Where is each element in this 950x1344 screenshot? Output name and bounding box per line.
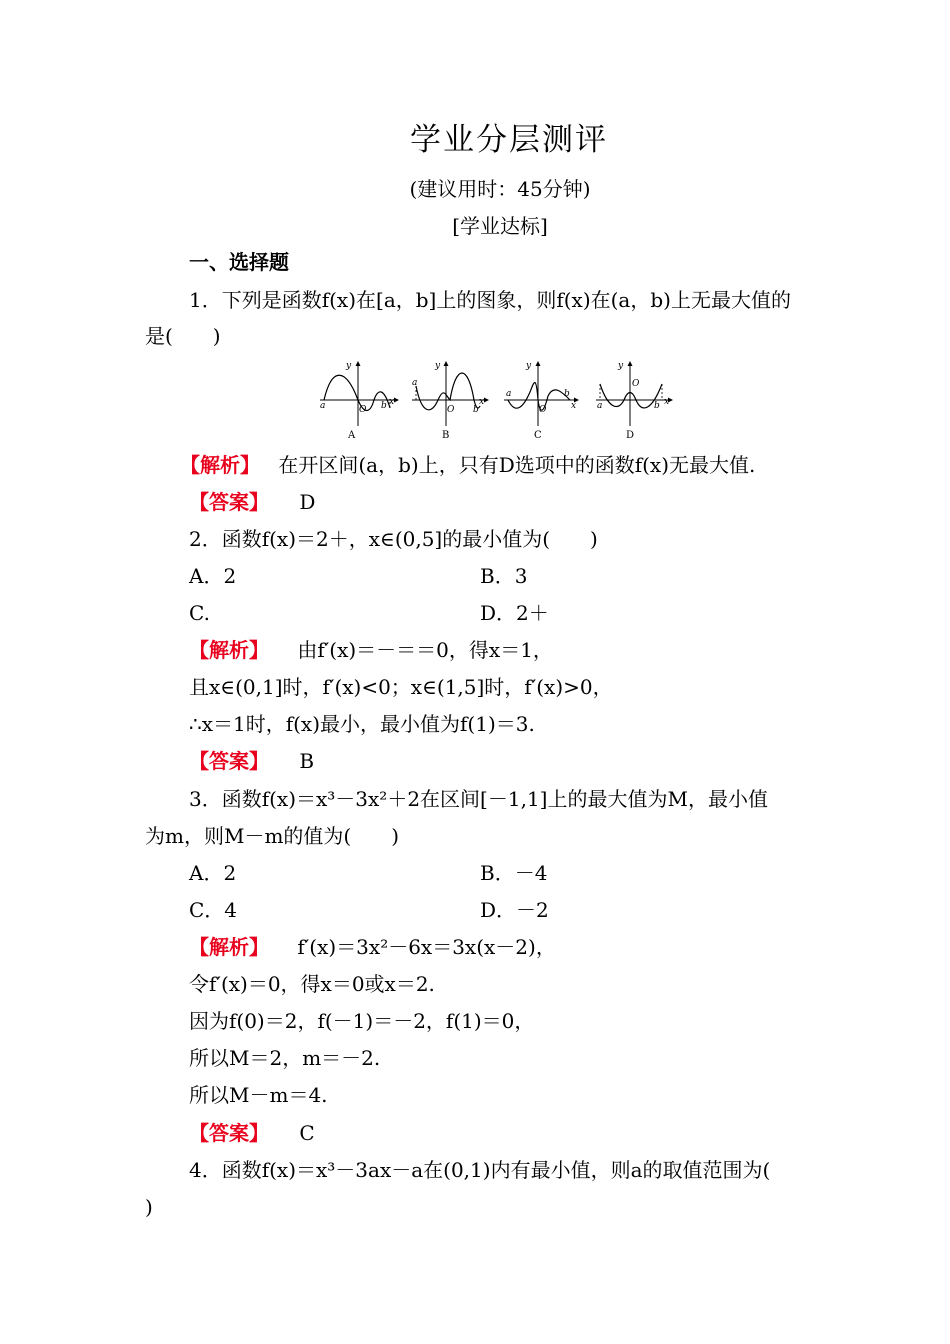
q2-analysis-text1: 由f′(x)＝－＝＝0，得x＝1， <box>297 638 553 662</box>
q3-analysis-line4: 所以M＝2，m＝－2. <box>189 1046 381 1070</box>
graph-c <box>504 361 578 426</box>
q1-function-graphs <box>318 356 678 442</box>
q2-analysis-line3: ∴x＝1时，f(x)最小，最小值为f(1)＝3. <box>189 712 535 736</box>
answer-tag: 【答案】 <box>189 490 269 514</box>
q2-analysis-line1 <box>189 637 553 663</box>
q3-analysis-line1 <box>189 934 556 960</box>
q3-analysis-text1: f′(x)＝3x²－6x＝3x(x－2)， <box>297 935 556 959</box>
q1-stem-line1: 1．下列是函数f(x)在[a，b]上的图象，则f(x)在(a，b)上无最大值的 <box>189 288 791 312</box>
q1-stem-line2: 是( ) <box>145 324 221 348</box>
q3-answer <box>189 1120 315 1146</box>
q2-answer <box>189 748 314 774</box>
graph-b-caption: B <box>442 430 450 441</box>
analysis-tag: 【解析】 <box>189 638 269 662</box>
q3-stem-line2: 为m，则M－m的值为( ) <box>145 824 400 848</box>
graph-d-y-label: y <box>618 361 624 371</box>
q2-option-b: B．3 <box>480 564 528 588</box>
part-title: 一、选择题 <box>189 250 289 274</box>
graph-a-caption: A <box>348 430 356 441</box>
analysis-tag: 【解析】 <box>189 935 269 959</box>
q3-analysis-line3: 因为f(0)＝2，f(－1)＝－2，f(1)＝0， <box>189 1009 535 1033</box>
graph-a <box>320 361 398 426</box>
graph-a-y-label: y <box>346 361 352 371</box>
q3-analysis-line2: 令f′(x)＝0，得x＝0或x＝2. <box>189 972 435 996</box>
q2-answer-value: B <box>299 749 315 773</box>
q3-analysis-line5: 所以M－m＝4. <box>189 1083 328 1107</box>
graph-d-a-label: a <box>597 401 603 411</box>
graph-c-x-label: x <box>571 401 577 411</box>
analysis-tag: 【解析】 <box>180 453 260 477</box>
q2-option-a: A．2 <box>189 564 237 588</box>
q2-analysis-line2: 且x∈(0,1]时，f′(x)<0；x∈(1,5]时，f′(x)>0， <box>189 675 613 699</box>
graph-a-x-label: x <box>389 397 395 407</box>
q3-option-a: A．2 <box>189 861 237 885</box>
q1-answer-value: D <box>299 490 316 514</box>
graph-b <box>412 361 488 426</box>
graph-a-o-label: O <box>359 405 367 415</box>
graph-d-caption: D <box>626 430 635 441</box>
q3-option-c: C．4 <box>189 898 238 922</box>
q3-stem-line1: 3．函数f(x)＝x³－3x²＋2在区间[－1,1]上的最大值为M，最小值 <box>189 787 768 811</box>
q3-option-d: D．－2 <box>480 898 549 922</box>
graph-a-a-label: a <box>320 401 326 411</box>
q1-analysis <box>180 452 755 478</box>
graph-d-x-label: x <box>664 397 670 407</box>
q3-option-b: B．－4 <box>480 861 548 885</box>
graph-c-y-label: y <box>526 361 532 371</box>
q1-analysis-text: 在开区间(a，b)上，只有D选项中的函数f(x)无最大值. <box>278 453 756 477</box>
graph-d-b-label: b <box>654 401 660 411</box>
page-title: 学业分层测评 <box>410 122 608 158</box>
graph-b-y-label: y <box>435 361 441 371</box>
graph-c-a-label: a <box>506 389 512 399</box>
suggested-time: (建议用时：45分钟) <box>409 177 591 201</box>
answer-tag: 【答案】 <box>189 749 269 773</box>
answer-tag: 【答案】 <box>189 1121 269 1145</box>
graph-b-a-label: a <box>412 378 418 388</box>
graph-a-b-label: b <box>381 401 387 411</box>
q3-answer-value: C <box>299 1121 315 1145</box>
q4-stem-line2: ) <box>145 1195 153 1219</box>
graph-b-x-label: x <box>479 397 485 407</box>
graph-b-o-label: O <box>447 405 455 415</box>
graph-c-o-label: O <box>539 405 547 415</box>
graph-b-b-label: b <box>473 405 479 415</box>
q2-option-c: C. <box>189 601 210 625</box>
graph-d-o-label: O <box>632 379 640 389</box>
graph-c-b-label: b <box>564 389 570 399</box>
q2-stem: 2．函数f(x)＝2＋，x∈(0,5]的最小值为( ) <box>189 527 598 551</box>
graph-d <box>596 361 672 426</box>
q2-option-d: D．2＋ <box>480 601 549 625</box>
q1-answer <box>189 489 315 515</box>
graph-c-caption: C <box>534 430 542 441</box>
q4-stem-line1: 4．函数f(x)＝x³－3ax－a在(0,1)内有最小值，则a的取值范围为( <box>189 1158 771 1182</box>
section-header: [学业达标] <box>452 214 548 238</box>
